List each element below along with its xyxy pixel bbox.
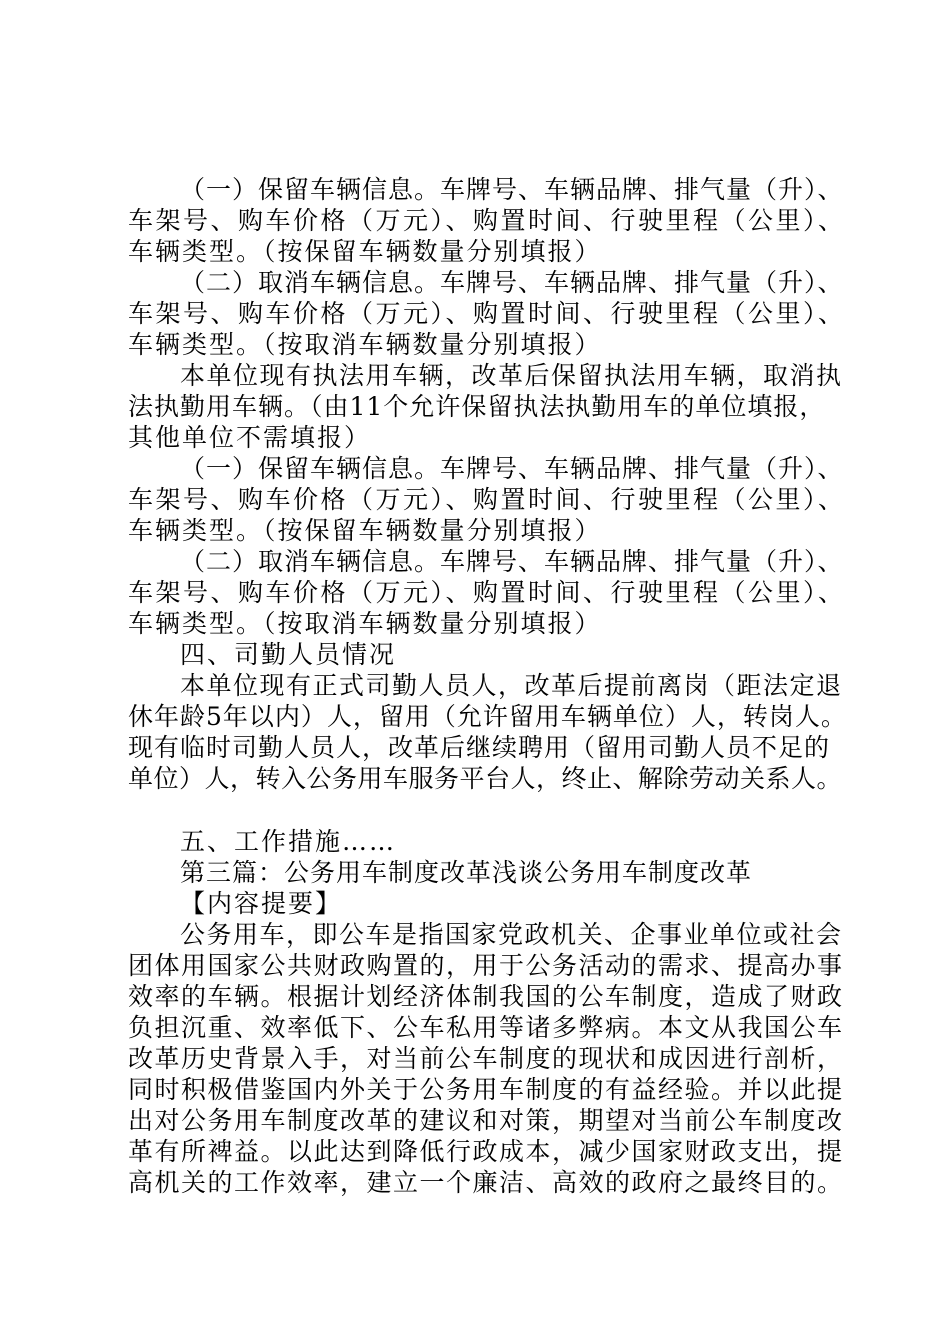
paragraph-line: 效率的车辆。根据计划经济体制我国的公车制度，造成了财政: [128, 982, 844, 1011]
paragraph-line: （二）取消车辆信息。车牌号、车辆品牌、排气量（升）、: [180, 547, 844, 576]
paragraph-line: 车辆类型。（按取消车辆数量分别填报）: [128, 609, 602, 638]
paragraph-line: 车架号、购车价格（万元）、购置时间、行驶里程（公里）、: [128, 206, 846, 235]
paragraph-line: 公务用车，即公车是指国家党政机关、企事业单位或社会: [180, 920, 843, 949]
paragraph-line: （一）保留车辆信息。车牌号、车辆品牌、排气量（升）、: [180, 175, 844, 204]
paragraph-line: （二）取消车辆信息。车牌号、车辆品牌、排气量（升）、: [180, 268, 844, 297]
section-heading: 四、司勤人员情况: [180, 640, 397, 669]
article-title: 第三篇：公务用车制度改革浅谈公务用车制度改革: [180, 858, 753, 887]
paragraph-line: 车辆类型。（按取消车辆数量分别填报）: [128, 330, 602, 359]
paragraph-line: 法执勤用车辆。（由11个允许保留执法执勤用车的单位填报，: [128, 392, 826, 421]
paragraph-line: 车辆类型。（按保留车辆数量分别填报）: [128, 516, 602, 545]
paragraph-line: 高机关的工作效率，建立一个廉洁、高效的政府之最终目的。: [128, 1168, 844, 1197]
paragraph-line: 车架号、购车价格（万元）、购置时间、行驶里程（公里）、: [128, 299, 846, 328]
paragraph-line: 团体用国家公共财政购置的，用于公务活动的需求、提高办事: [128, 951, 844, 980]
paragraph-line: 出对公务用车制度改革的建议和对策，期望对当前公车制度改: [128, 1106, 844, 1135]
summary-heading: 【内容提要】: [180, 889, 343, 918]
section-heading: 五、工作措施……: [180, 827, 397, 856]
paragraph-line: 现有临时司勤人员人，改革后继续聘用（留用司勤人员不足的: [128, 733, 831, 762]
paragraph-line: 车架号、购车价格（万元）、购置时间、行驶里程（公里）、: [128, 485, 846, 514]
paragraph-line: 革有所裨益。以此达到降低行政成本，减少国家财政支出，提: [128, 1137, 844, 1166]
paragraph-line: 本单位现有正式司勤人员人，改革后提前离岗（距法定退: [180, 671, 843, 700]
paragraph-line: 单位）人，转入公务用车服务平台人，终止、解除劳动关系人。: [128, 764, 843, 793]
paragraph-line: 车辆类型。（按保留车辆数量分别填报）: [128, 237, 602, 266]
paragraph-line: 负担沉重、效率低下、公车私用等诸多弊病。本文从我国公车: [128, 1013, 844, 1042]
paragraph-line: 休年龄5年以内）人，留用（允许留用车辆单位）人，转岗人。: [128, 702, 847, 731]
paragraph-line: 改革历史背景入手，对当前公车制度的现状和成因进行剖析，: [128, 1044, 844, 1073]
paragraph-line: 车架号、购车价格（万元）、购置时间、行驶里程（公里）、: [128, 578, 846, 607]
paragraph-line: 同时积极借鉴国内外关于公务用车制度的有益经验。并以此提: [128, 1075, 844, 1104]
paragraph-line: 本单位现有执法用车辆，改革后保留执法用车辆，取消执: [180, 361, 843, 390]
paragraph-line: 其他单位不需填报）: [128, 423, 372, 452]
paragraph-line: （一）保留车辆信息。车牌号、车辆品牌、排气量（升）、: [180, 454, 844, 483]
